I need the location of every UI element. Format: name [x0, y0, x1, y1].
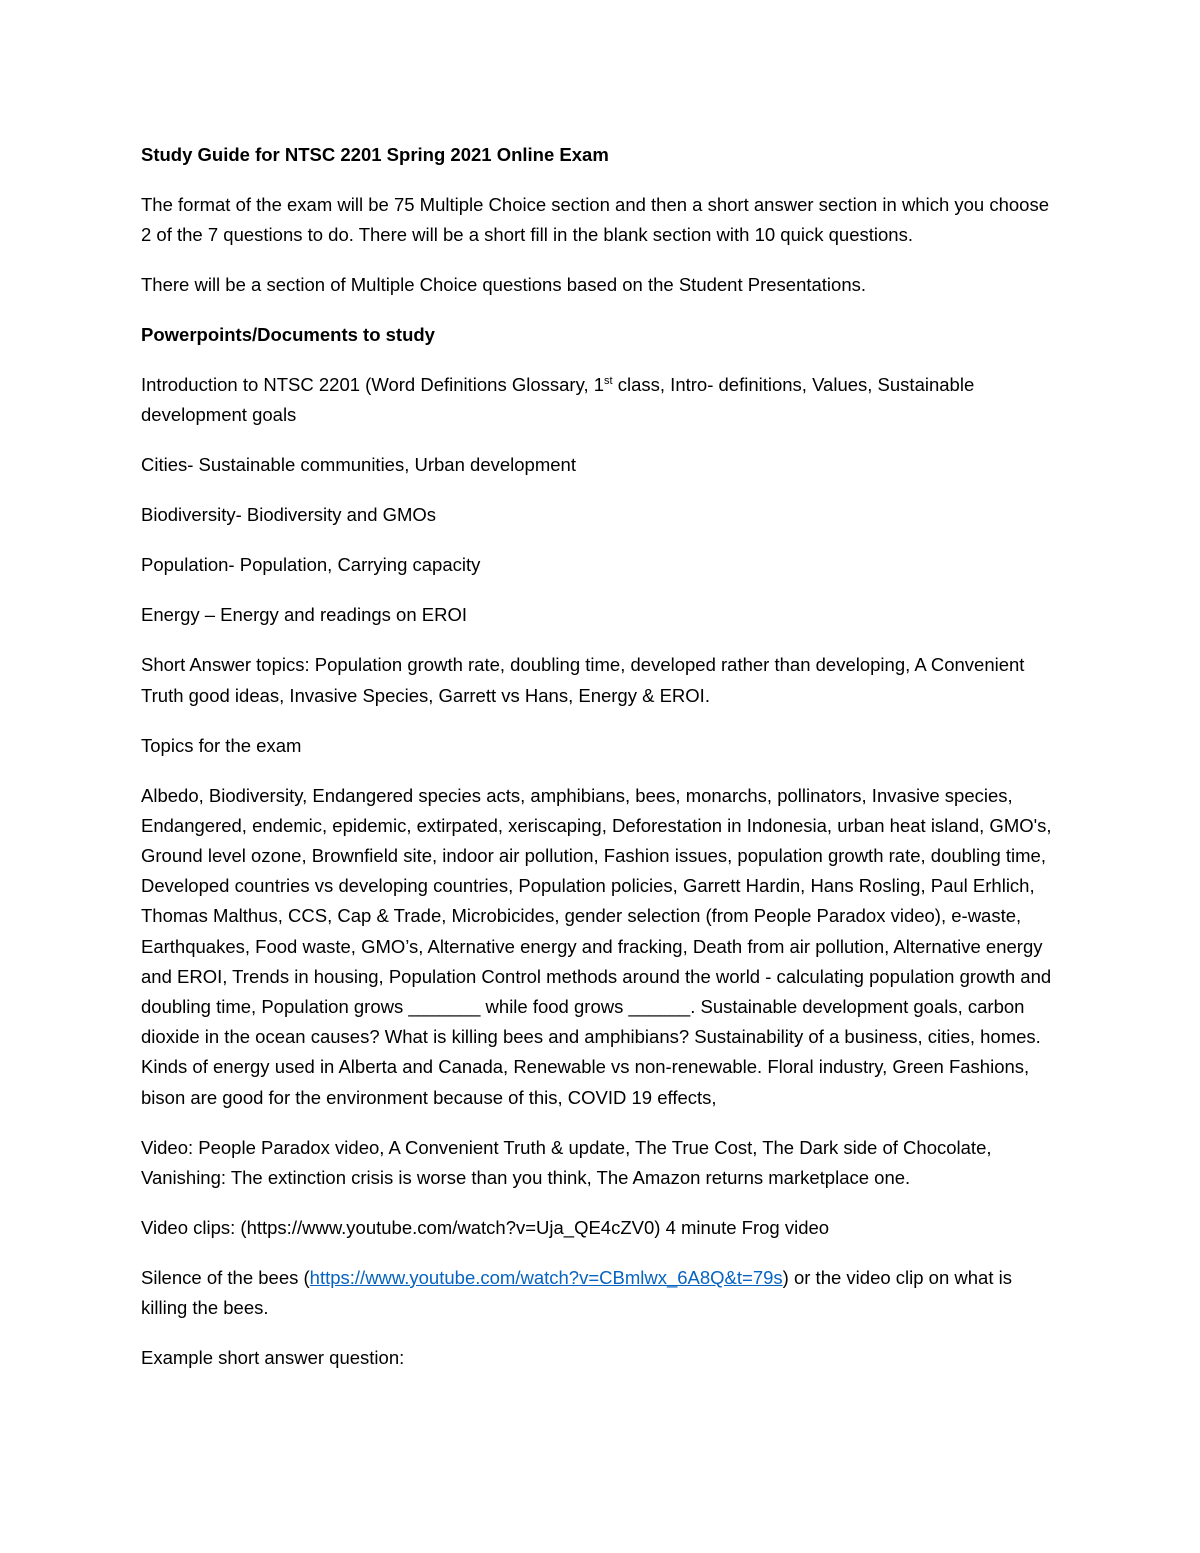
- bees-text: Silence of the bees (: [141, 1266, 310, 1288]
- intro-item-text-rest: class, Intro- definitions, Values, Sustainable development goals: [141, 374, 975, 426]
- videos-paragraph: Video: People Paradox video, A Convenient Truth & update, The True Cost, The Dark side of Chocolate, Vanishing: The extinction crisis is worse than you think, The Amazon returns marketplace one.: [141, 1136, 992, 1188]
- document-title: Study Guide for NTSC 2201 Spring 2021 Online Exam: [141, 144, 609, 165]
- topic-item-cities: Cities- Sustainable communities, Urban development: [141, 454, 576, 476]
- topic-item-population: Population- Population, Carrying capacity: [141, 554, 481, 576]
- topics-heading: Topics for the exam: [141, 734, 302, 756]
- short-answer-topics: Short Answer topics: Population growth rate, doubling time, developed rather than developing, A Convenient Truth good ideas, Invasive Species, Garrett vs Hans, Energy & EROI.: [141, 654, 1025, 706]
- intro-item-text: Introduction to NTSC 2201 (Word Definitions Glossary, 1: [141, 374, 605, 396]
- example-heading: Example short answer question:: [141, 1347, 405, 1369]
- bees-video-link[interactable]: https://www.youtube.com/watch?v=CBmlwx_6A8Q&t=79s: [309, 1266, 783, 1288]
- document-page: [141, 140, 1061, 1393]
- topic-item-energy: Energy – Energy and readings on EROI: [141, 604, 467, 626]
- presentations-note: There will be a section of Multiple Choice questions based on the Student Presentations.: [141, 274, 867, 296]
- bees-paragraph: [141, 1263, 1061, 1323]
- intro-item: [141, 370, 1061, 430]
- topic-item-biodiversity: Biodiversity- Biodiversity and GMOs: [141, 504, 437, 526]
- powerpoints-heading: Powerpoints/Documents to study: [141, 324, 435, 346]
- exam-format-paragraph: The format of the exam will be 75 Multiple Choice section and then a short answer section in which you choose 2 of the 7 questions to do. There will be a short fill in the blank section with 10 quick questions.: [141, 194, 1050, 246]
- bees-text-rest: ) or the video clip on what is killing the bees.: [141, 1266, 1012, 1319]
- intro-item-superscript: st: [604, 375, 613, 388]
- video-clips-paragraph: Video clips: (https://www.youtube.com/watch?v=Uja_QE4cZV0) 4 minute Frog video: [141, 1216, 830, 1238]
- topics-body: Albedo, Biodiversity, Endangered species acts, amphibians, bees, monarchs, pollinators, Invasive species, Endangered, endemic, epidemic, extirpated, xeriscaping, Deforestation in Indonesia, urban heat island, GMO's, Ground level ozone, Brownfield site, indoor air pollution, Fashion issues, population growth rate, doubling time, Developed countries vs developing countries, Population policies, Garrett Hardin, Hans Rosling, Paul Erhlich, Thomas Malthus, CCS, Cap & Trade, Microbicides, gender selection (from People Paradox video), e-waste, Earthquakes, Food waste, GMO’s, Alternative energy and fracking, Death from air pollution, Alternative energy and EROI, Trends in housing, Population Control methods around the world - calculating population growth and doubling time, Population grows _______ while food grows ______. Sustainable development goals, carbon dioxide in the ocean causes? What is killing bees and amphibians? Sustainability of a business, cities, homes. Kinds of energy used in Alberta and Canada, Renewable vs non-renewable. Floral industry, Green Fashions, bison are good for the environment because of this, COVID 19 effects,: [141, 784, 1052, 1108]
